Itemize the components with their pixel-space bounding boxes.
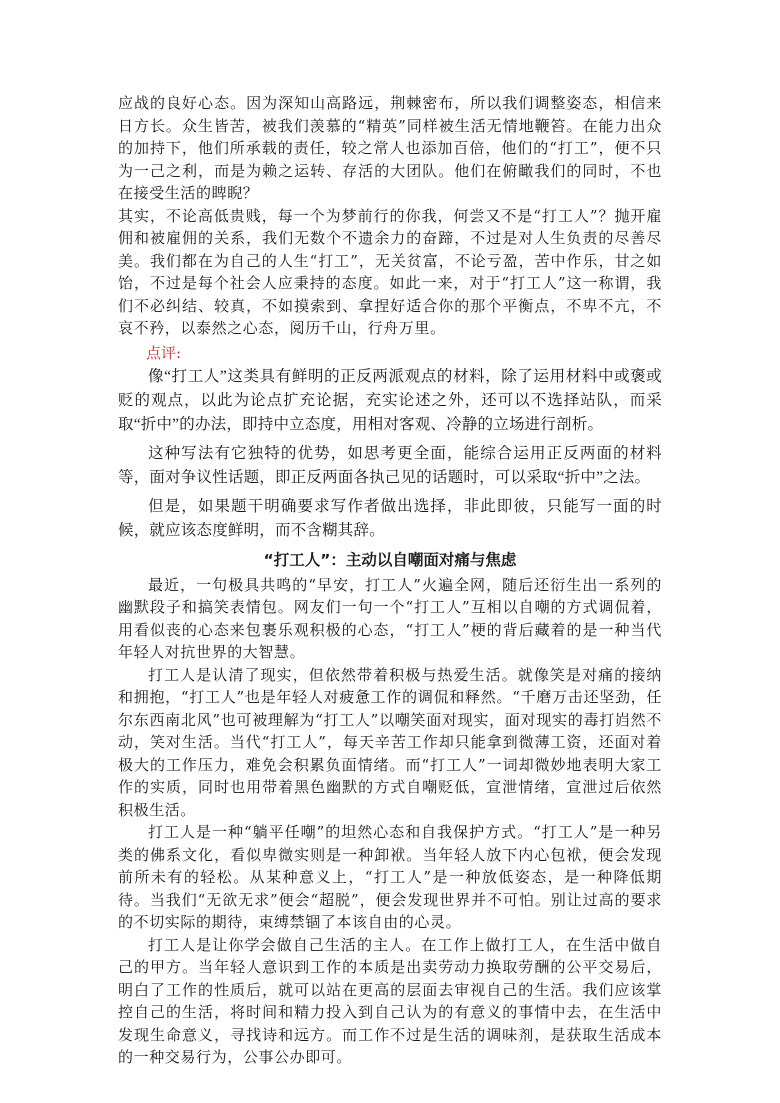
essay-paragraph-2: 打工人是认清了现实，但依然带着积极与热爱生活。就像笑是对痛的接纳和拥抱，“打工人”也是年轻人对疲惫工作的调侃和释然。“千磨万击还坚劲，任尔东西南北风”也可被理解为“打工人”以嘲笑面对现实，面对现实的毒打岿然不动，笑对生活。当代“打工人”，每天辛苦工作却只能拿到微薄工资，还面对着极大的工作压力，难免会积累负面情绪。而“打工人”一词却微妙地表明大家工作的实质，同时也用带着黑色幽默的方式自嘲贬低，宣泄情绪，宣泄过后依然积极生活。 bbox=[118, 665, 662, 819]
essay-title: “打工人”：主动以自嘲面对痛与焦虑 bbox=[263, 550, 517, 569]
essay-excerpt bbox=[118, 92, 662, 340]
comment-paragraph-3: 但是，如果题干明确要求写作者做出选择，非此即彼，只能写一面的时候，就应该态度鲜明，而不含糊其辞。 bbox=[118, 497, 662, 539]
document-page bbox=[118, 92, 662, 1069]
comment-paragraph-2: 这种写法有它独特的优势，如思考更全面，能综合运用正反两面的材料等，面对争议性话题，即正反两面各执己见的话题时，可以采取“折中”之法。 bbox=[118, 444, 662, 486]
excerpt-paragraph-2: 其实，不论高低贵贱，每一个为梦前行的你我，何尝又不是“打工人”？抛开雇佣和被雇佣的关系，我们无数个不遗余力的奋蹄，不过是对人生负责的尽善尽美。我们都在为自己的人生“打工”，无关贫富，不论亏盈，苦中作乐，甘之如饴，不过是每个社会人应秉持的态度。如此一来，对于“打工人”这一称谓，我们不必纠结、较真，不如摸索到、拿捏好适合你的那个平衡点，不卑不亢，不哀不矜，以泰然之心态，阅历千山，行舟万里。 bbox=[118, 206, 662, 337]
essay-paragraph-3: 打工人是一种“躺平任嘲”的坦然心态和自我保护方式。“打工人”是一种另类的佛系文化，看似卑微实则是一种卸袱。当年轻人放下内心包袱，便会发现前所未有的轻松。从某种意义上，“打工人”是一种放低姿态，是一种降低期待。当我们“无欲无求”便会“超脱”，便会发现世界并不可怕。别让过高的要求的不切实际的期待，束缚禁锢了本该自由的心灵。 bbox=[118, 823, 662, 931]
comment-paragraph-1: 像“打工人”这类具有鲜明的正反两派观点的材料，除了运用材料中或褒或贬的观点，以此为论点扩充论据，充实论述之外，还可以不选择站队，而采取“折中”的办法，即持中立态度，用相对客观、冷静的立场进行剖析。 bbox=[118, 367, 662, 433]
comment-section bbox=[118, 365, 662, 543]
comment-label: 点评: bbox=[146, 343, 182, 362]
essay-body bbox=[118, 574, 662, 1069]
excerpt-paragraph-1: 应战的良好心态。因为深知山高路远，荆棘密布，所以我们调整姿态，相信来日方长。众生皆苦，被我们羡慕的“精英”同样被生活无情地鞭笞。在能力出众的加持下，他们所承载的责任，较之常人也添加百倍，他们的“打工”，便不只为一己之利，而是为赖之运转、存活的大团队。他们在俯瞰我们的同时，不也在接受生活的睥睨？ bbox=[118, 94, 662, 202]
essay-paragraph-1: 最近，一句极具共鸣的“早安，打工人”火遍全网，随后还衍生出一系列的幽默段子和搞笑表情包。网友们一句一个“打工人”互相以自嘲的方式调侃着，用看似丧的心态来包裹乐观积极的心态，“打工人”梗的背后藏着的是一种当代年轻人对抗世界的大智慧。 bbox=[118, 575, 662, 661]
essay-paragraph-4: 打工人是让你学会做自己生活的主人。在工作上做打工人，在生活中做自己的甲方。当年轻人意识到工作的本质是出卖劳动力换取劳酬的公平交易后，明白了工作的性质后，就可以站在更高的层面去审视自己的生活。我们应该掌控自己的生活，将时间和精力投入到自己认为的有意义的事情中去，在生活中发现生命意义，寻找诗和远方。而工作不过是生活的调味剂，是获取生活成本的一种交易行为，公事公办即可。 bbox=[118, 935, 662, 1066]
